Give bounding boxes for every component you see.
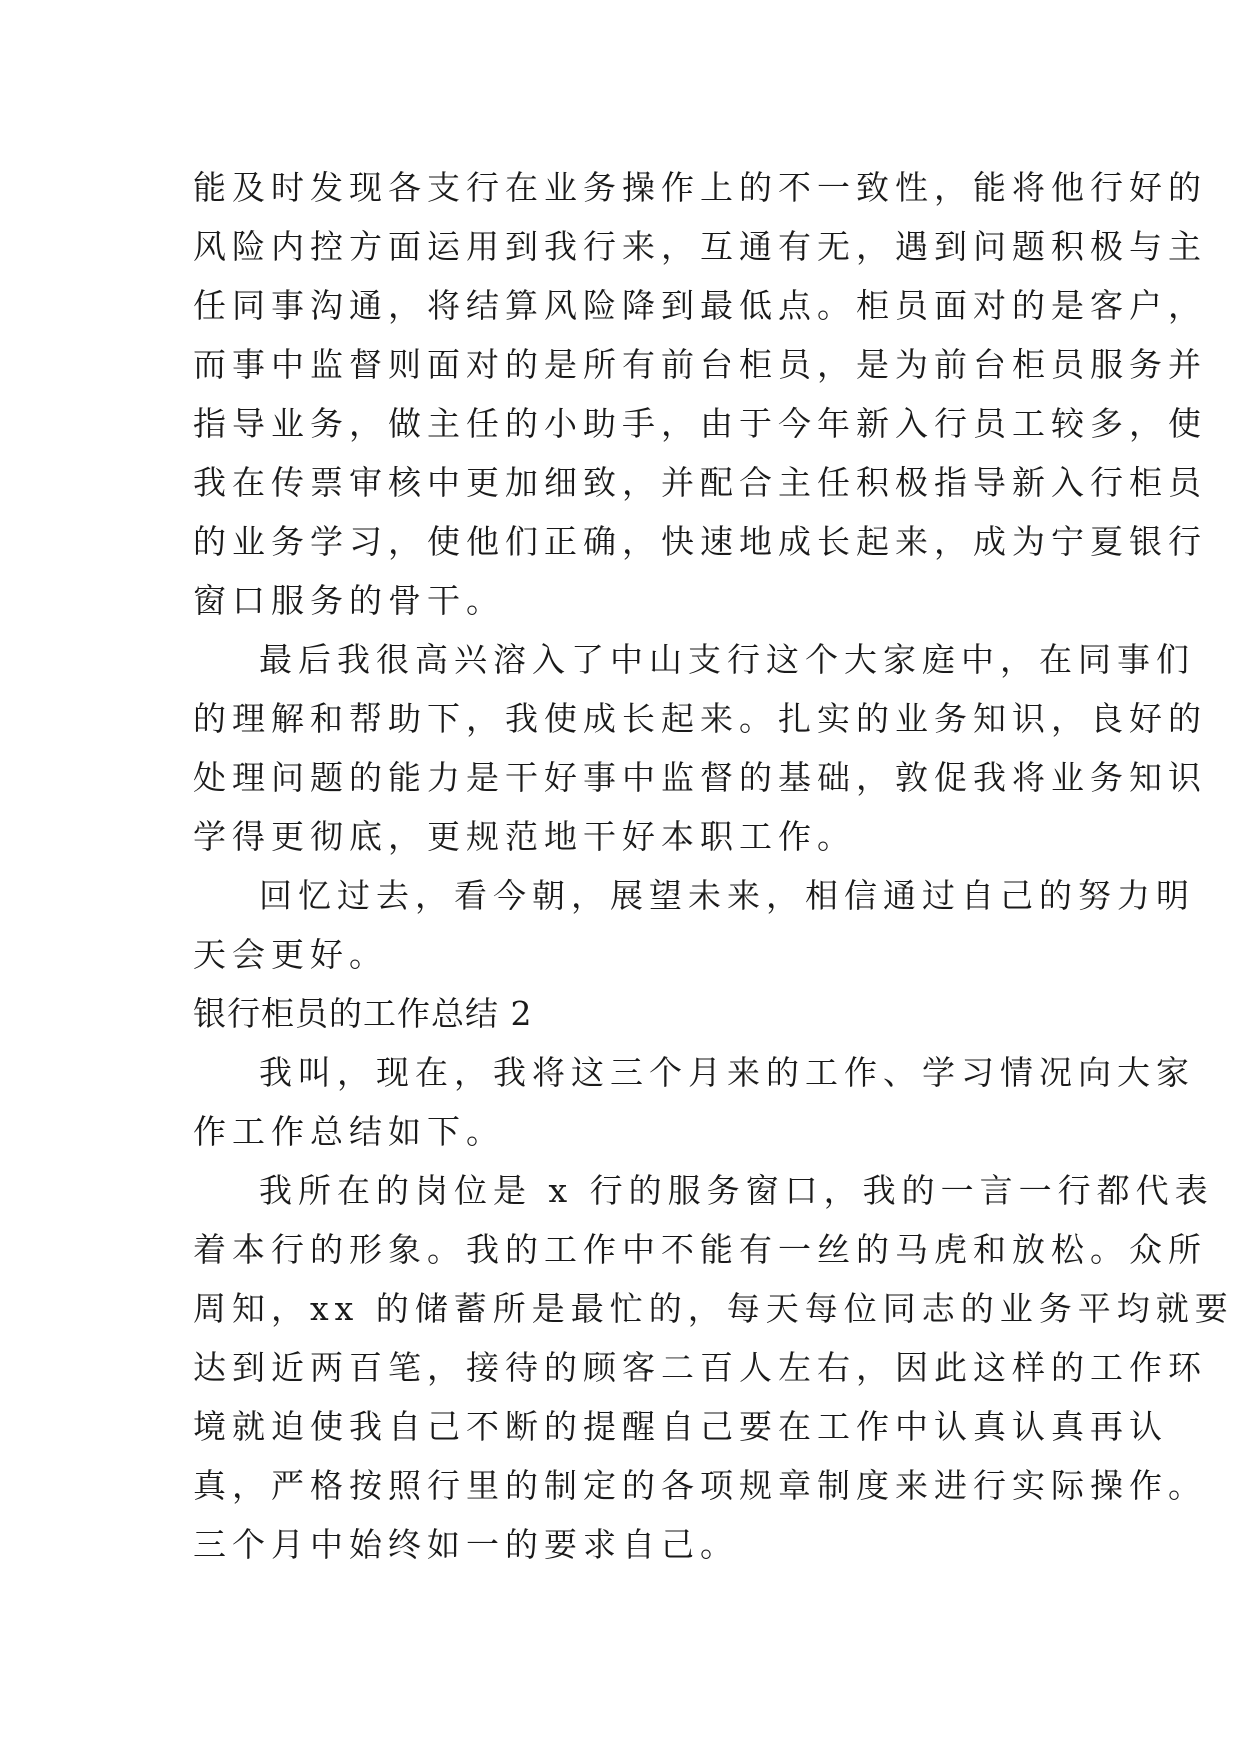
text-line: 周知，xx 的储蓄所是最忙的，每天每位同志的业务平均就要: [193, 1289, 1234, 1328]
text-line: 回忆过去，看今朝，展望未来，相信通过自己的努力明: [259, 876, 1195, 915]
text-line: 的理解和帮助下，我使成长起来。扎实的业务知识，良好的: [193, 699, 1207, 738]
text-line: 而事中监督则面对的是所有前台柜员，是为前台柜员服务并: [193, 345, 1207, 384]
text-line: 作工作总结如下。: [193, 1112, 505, 1151]
text-line: 最后我很高兴溶入了中山支行这个大家庭中，在同事们: [259, 640, 1195, 679]
text-line: 达到近两百笔，接待的顾客二百人左右，因此这样的工作环: [193, 1348, 1207, 1387]
text-line: 风险内控方面运用到我行来，互通有无，遇到问题积极与主: [193, 227, 1207, 266]
text-line: 境就迫使我自己不断的提醒自己要在工作中认真认真再认: [193, 1407, 1168, 1446]
text-line: 任同事沟通，将结算风险降到最低点。柜员面对的是客户，: [193, 286, 1207, 325]
text-line: 三个月中始终如一的要求自己。: [193, 1525, 739, 1564]
text-line: 能及时发现各支行在业务操作上的不一致性，能将他行好的: [193, 168, 1207, 207]
document-body: [193, 158, 1234, 1574]
text-line: 指导业务，做主任的小助手，由于今年新入行员工较多，使: [193, 404, 1207, 443]
section-heading: 银行柜员的工作总结 2: [193, 994, 533, 1033]
text-line: 我所在的岗位是 x 行的服务窗口，我的一言一行都代表: [259, 1171, 1214, 1210]
text-line: 的业务学习，使他们正确，快速地成长起来，成为宁夏银行: [193, 522, 1207, 561]
text-line: 学得更彻底，更规范地干好本职工作。: [193, 817, 856, 856]
text-line: 窗口服务的骨干。: [193, 581, 505, 620]
text-line: 天会更好。: [193, 935, 388, 974]
text-line: 真，严格按照行里的制定的各项规章制度来进行实际操作。: [193, 1466, 1207, 1505]
text-line: 处理问题的能力是干好事中监督的基础，敦促我将业务知识: [193, 758, 1207, 797]
text-line: 我叫，现在，我将这三个月来的工作、学习情况向大家: [259, 1053, 1195, 1092]
text-line: 我在传票审核中更加细致，并配合主任积极指导新入行柜员: [193, 463, 1207, 502]
text-line: 着本行的形象。我的工作中不能有一丝的马虎和放松。众所: [193, 1230, 1207, 1269]
